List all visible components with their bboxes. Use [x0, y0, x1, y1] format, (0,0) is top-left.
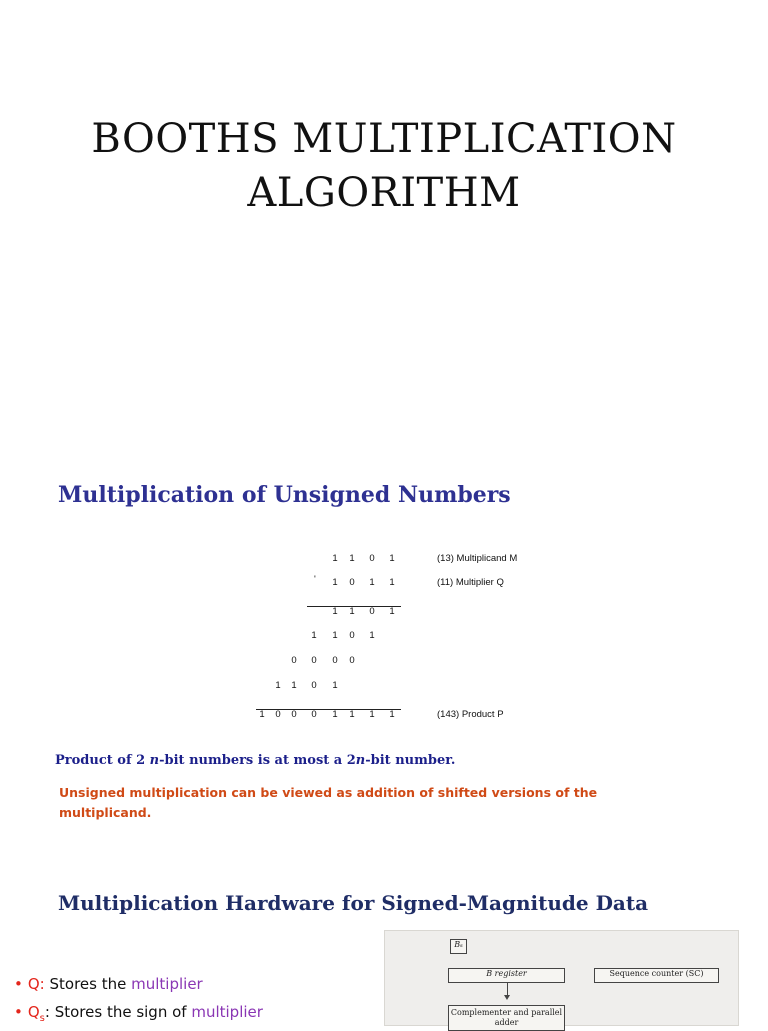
title-slide	[0, 0, 768, 440]
mult-digit: 1	[389, 553, 395, 564]
arrow-down-icon	[504, 995, 510, 1000]
mult-digit: 1	[349, 606, 355, 617]
mult-digit: 0	[311, 709, 317, 720]
mult-digit: 0	[275, 709, 281, 720]
product-rule	[256, 709, 401, 710]
bullet-dot-icon: •	[14, 1003, 23, 1021]
sequence-counter-box	[594, 968, 719, 983]
note-text: Product of 2	[55, 753, 150, 768]
mult-digit: 1	[291, 680, 297, 691]
mult-annotation: (11) Multiplier Q	[437, 577, 504, 588]
stray-mark: '	[314, 574, 316, 585]
bullet-q	[14, 975, 203, 993]
partial-sum-rule	[307, 606, 401, 607]
note-italic-n: n	[355, 753, 366, 768]
mult-digit: 0	[332, 655, 338, 666]
register-subscript: s	[39, 1013, 45, 1024]
b-register-box	[448, 968, 565, 983]
bullet-highlight: multiplier	[191, 1003, 263, 1021]
slide-heading: Multiplication of Unsigned Numbers	[58, 482, 511, 508]
bullet-text: : Stores the sign of	[44, 1003, 192, 1021]
unsigned-multiplication-slide	[0, 440, 768, 855]
mult-digit: 1	[332, 630, 338, 641]
signed-magnitude-hardware-slide	[0, 855, 768, 1027]
mult-digit: 1	[311, 630, 317, 641]
bs-register-box	[450, 939, 467, 954]
mult-annotation: (143) Product P	[437, 709, 504, 720]
mult-digit: 1	[332, 680, 338, 691]
shifted-addition-note: Unsigned multiplication can be viewed as addition of shifted versions of the multiplicand.	[59, 785, 598, 820]
mult-digit: 1	[349, 709, 355, 720]
mult-digit: 0	[349, 655, 355, 666]
hardware-diagram	[384, 930, 739, 1026]
mult-digit: 1	[332, 709, 338, 720]
note-italic-n: n	[149, 753, 160, 768]
mult-digit: 1	[389, 577, 395, 588]
note-text: -bit number.	[365, 753, 456, 768]
bullet-highlight: multiplier	[131, 975, 203, 993]
bs-label: Bₛ	[454, 940, 463, 949]
product-size-note	[55, 753, 455, 768]
mult-digit: 0	[369, 553, 375, 564]
title-line-1: BOOTHS MULTIPLICATION	[91, 116, 677, 162]
mult-digit: 1	[349, 553, 355, 564]
mult-digit: 0	[349, 630, 355, 641]
mult-annotation: (13) Multiplicand M	[437, 553, 518, 564]
mult-digit: 0	[291, 655, 297, 666]
mult-digit: 1	[369, 630, 375, 641]
mult-digit: 1	[275, 680, 281, 691]
mult-digit: 1	[369, 709, 375, 720]
sequence-counter-label: Sequence counter (SC)	[609, 969, 704, 978]
mult-digit: 0	[291, 709, 297, 720]
bullet-qs	[14, 1003, 263, 1024]
b-register-label: B register	[486, 969, 527, 978]
mult-digit: 1	[332, 553, 338, 564]
mult-digit: 1	[389, 606, 395, 617]
title-line-2: ALGORITHM	[247, 170, 521, 216]
mult-digit: 0	[311, 655, 317, 666]
register-name: Q	[27, 1003, 40, 1021]
slide-title	[0, 112, 768, 220]
bullet-text: Stores the	[44, 975, 132, 993]
mult-digit: 1	[369, 577, 375, 588]
bullet-dot-icon: •	[14, 975, 23, 993]
mult-digit: 0	[369, 606, 375, 617]
note-text: -bit numbers is at most a 2	[159, 753, 356, 768]
mult-digit: 1	[259, 709, 265, 720]
mult-digit: 0	[349, 577, 355, 588]
slide-heading: Multiplication Hardware for Signed-Magnitude Data	[58, 891, 649, 915]
mult-digit: 1	[332, 606, 338, 617]
complementer-box	[448, 1005, 565, 1031]
mult-digit: 1	[332, 577, 338, 588]
mult-digit: 0	[311, 680, 317, 691]
mult-digit: 1	[389, 709, 395, 720]
complementer-label: Complementer and parallel adder	[450, 1008, 563, 1027]
register-name: Q:	[27, 975, 45, 993]
